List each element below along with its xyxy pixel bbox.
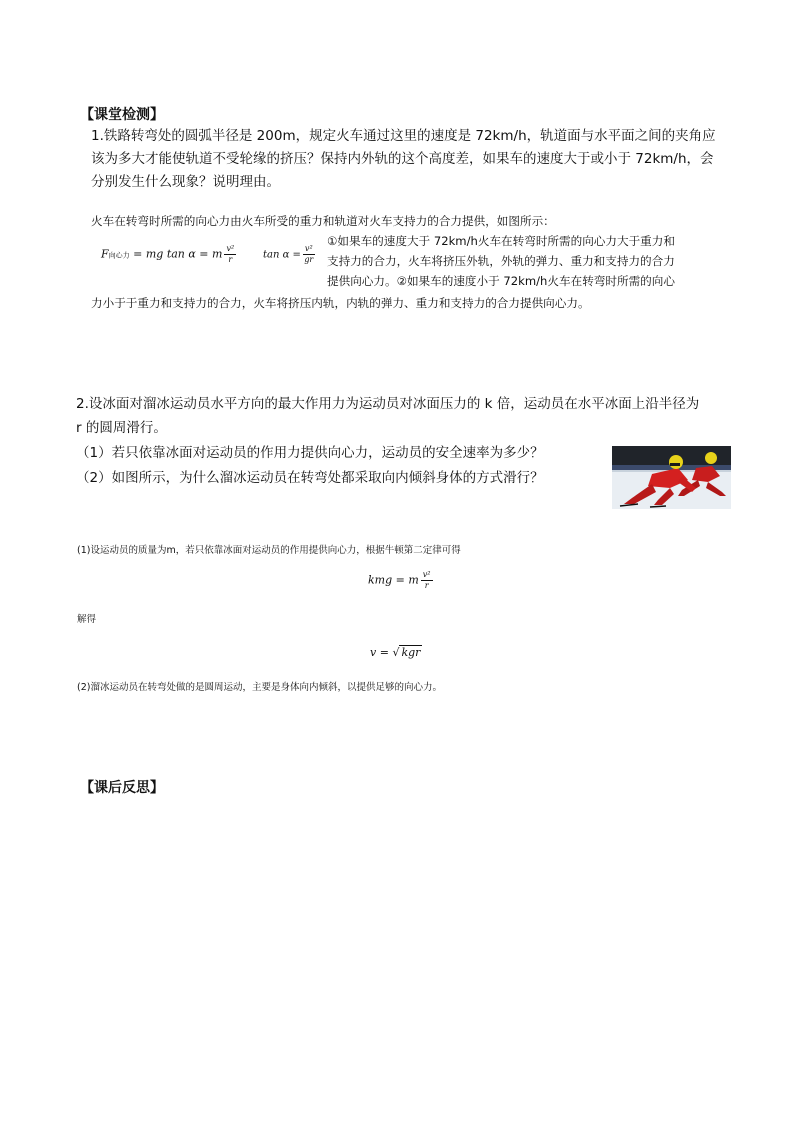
equation-velocity: v = √ kgr [370,646,421,659]
formula-centripetal: F向心力 = mg tan α = m $\frac{\text{v²}}{r}$ [101,244,235,264]
q1-line-3: 分别发生什么现象？说明理由。 [91,174,280,190]
speed-skaters-photo [612,446,731,509]
a2-line-2: (2)溜冰运动员在转弯处做的是圆周运动，主要是身体向内倾斜，以提供足够的向心力。 [77,682,442,693]
a1-intro: 火车在转弯时所需的向心力由火车所受的重力和轨道对火车支持力的合力提供，如图所示： [91,214,555,228]
q1-line-1: 1.铁路转弯处的圆弧半径是 200m，规定火车通过这里的速度是 72km/h，轨道面与水平面之间的夹角应 [91,128,716,144]
a1-reason-1: ①如果车的速度大于 72km/h火车在转弯时所需的向心力大于重力和 [327,234,675,248]
a1-reason-2: 支持力的合力，火车将挤压外轨，外轨的弹力、重力和支持力的合力 [327,254,675,268]
q2-line-2: r 的圆周滑行。 [76,420,167,436]
q2-sub-2: （2）如图所示，为什么溜冰运动员在转弯处都采取向内倾斜身体的方式滑行？ [76,470,544,486]
section-title-reflection: 【课后反思】 [80,780,164,796]
q2-line-1: 2.设冰面对溜冰运动员水平方向的最大作用力为运动员对冰面压力的 k 倍，运动员在水平冰面上沿半径为 [76,396,700,412]
q1-line-2: 该为多大才能使轨道不受轮缘的挤压？保持内外轨的这个高度差，如果车的速度大于或小于 72km/h，会 [91,151,714,167]
section-title-check: 【课堂检测】 [80,107,164,123]
a2-line-1: (1)设运动员的质量为m，若只依靠冰面对运动员的作用提供向心力，根据牛顿第二定律可得 [77,545,461,556]
equation-kmg: kmg = m $\frac{\text{v²}}{r}$ [368,570,431,590]
a2-solve-label: 解得 [77,614,97,625]
a1-reason-4: 力小于于重力和支持力的合力，火车将挤压内轨，内轨的弹力、重力和支持力的合力提供向心力。 [91,296,590,310]
formula-tan: tan α = $\frac{\text{v²}}{gr}$ [263,244,314,264]
q2-sub-1: （1）若只依靠冰面对运动员的作用力提供向心力，运动员的安全速率为多少？ [76,445,544,461]
a1-reason-3: 提供向心力。②如果车的速度小于 72km/h火车在转弯时所需的向心 [327,274,675,288]
